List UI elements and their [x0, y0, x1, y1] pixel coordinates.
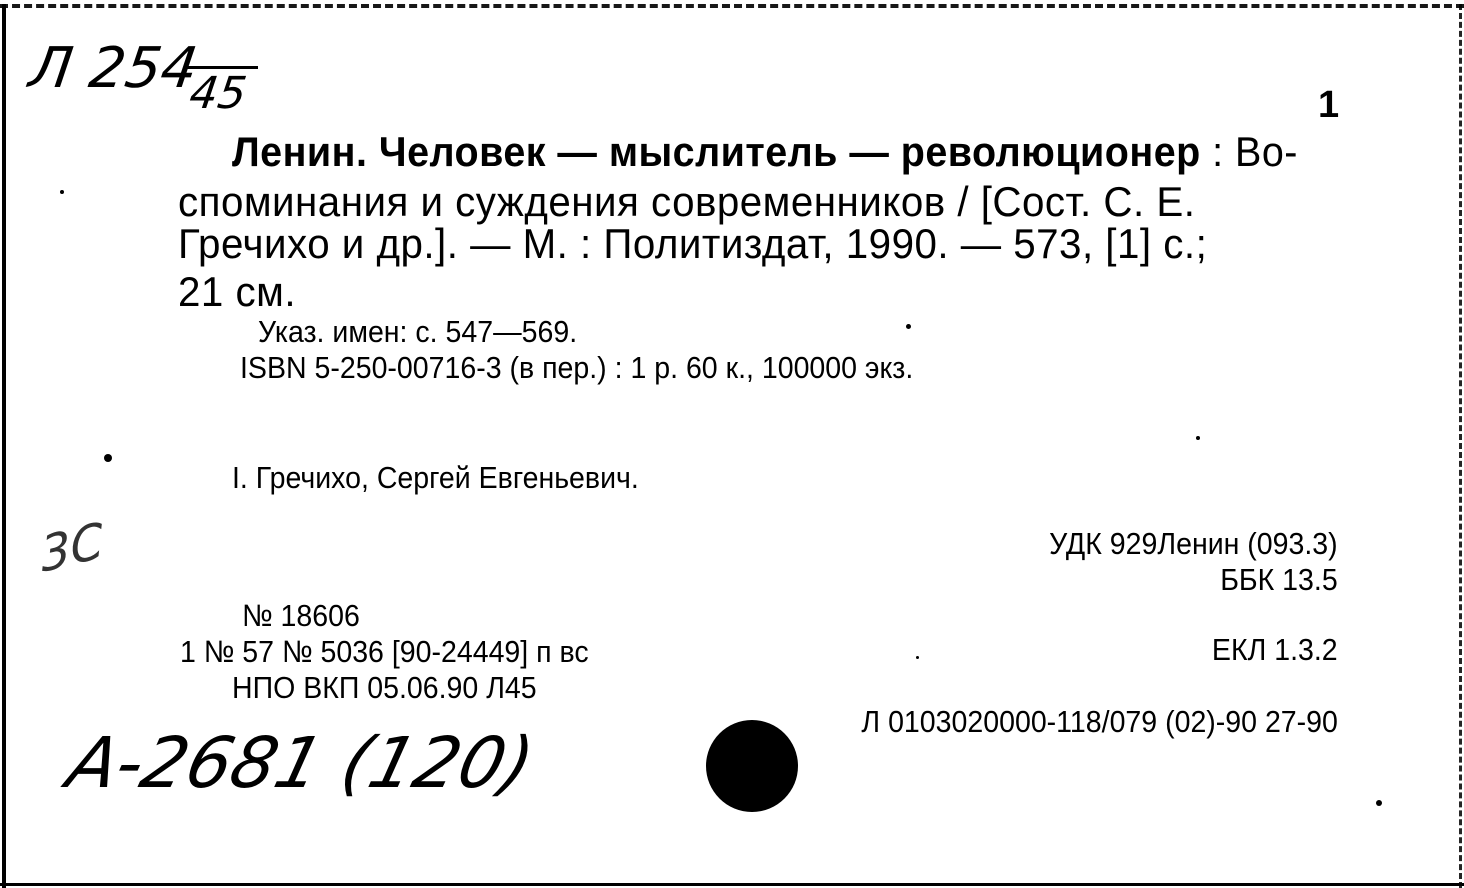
card-number-text: 1 [1318, 84, 1340, 126]
punch-hole [706, 720, 798, 812]
handwritten-shelfmark-sub [186, 68, 249, 119]
scan-speck [906, 324, 911, 329]
handwritten-inventory-number [60, 722, 542, 804]
entry-author-heading: Ленин. [232, 128, 368, 175]
card-right-border [1459, 4, 1462, 888]
card-bottom-border [0, 883, 1464, 886]
scan-speck [1196, 436, 1200, 440]
bbk-code: ББК 13.5 [1220, 562, 1338, 597]
entry-line-3: Гречихо и др.]. — М. : Политиздат, 1990. — 573, [1] с.; [178, 220, 1208, 267]
entry-line-2: споминания и суждения современников / [Сост. С. Е. [178, 178, 1196, 225]
inventory-text: A-2681 (120) [59, 722, 543, 804]
order-number: № 18606 [242, 598, 360, 633]
entry-title: Человек — мыслитель — революционер [378, 128, 1201, 175]
handwritten-shelfmark [25, 36, 201, 101]
entry-line-1 [232, 126, 1298, 178]
entry-line1-rest: : Во- [1200, 128, 1298, 175]
tracing-line: I. Гречихо, Сергей Евгеньевич. [232, 460, 639, 495]
index-note: Указ. имен: с. 547—569. [258, 314, 578, 349]
publisher-code: Л 0103020000-118/079 (02)-90 27-90 [861, 704, 1338, 739]
scan-speck [1376, 800, 1382, 806]
card-left-border [2, 4, 6, 888]
card-number [1318, 84, 1339, 127]
ekl-code: ЕКЛ 1.3.2 [1212, 632, 1338, 667]
order-line: 1 № 57 № 5036 [90-24449] п вс [180, 634, 589, 669]
scan-speck [916, 656, 919, 659]
card-top-border [0, 4, 1464, 8]
pencil-note-text: 3С [38, 511, 106, 585]
entry-line-4: 21 см. [178, 268, 297, 315]
pencil-note [39, 512, 105, 584]
udk-code: УДК 929Ленин (093.3) [1049, 526, 1338, 561]
publisher-line: НПО ВКП 05.06.90 Л45 [232, 670, 537, 705]
isbn-line: ISBN 5-250-00716-3 (в пер.) : 1 р. 60 к., 100000 экз. [240, 350, 914, 385]
scan-speck [104, 454, 112, 462]
shelfmark-main: Л 254 [25, 36, 202, 101]
shelfmark-sub-text: 45 [186, 68, 250, 119]
scan-speck [60, 190, 64, 194]
